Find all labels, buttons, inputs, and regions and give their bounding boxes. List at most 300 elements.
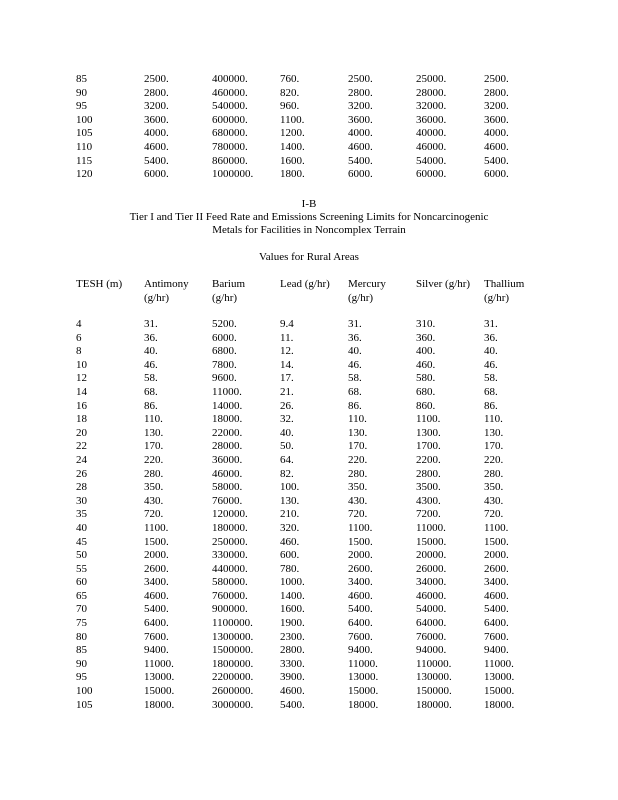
header-line1: Barium bbox=[212, 278, 245, 290]
value-cell: 430. bbox=[144, 494, 164, 507]
value-cell: 54000. bbox=[416, 154, 447, 167]
value-cell: 720. bbox=[144, 508, 164, 521]
value-cell: 28000. bbox=[416, 86, 447, 99]
value-cell: 3300. bbox=[280, 657, 305, 670]
table-row bbox=[76, 155, 544, 169]
value-cell: 330000. bbox=[212, 549, 248, 562]
table-row bbox=[76, 413, 544, 427]
value-cell: 5400. bbox=[144, 154, 169, 167]
continued-limits-table-body bbox=[76, 73, 544, 182]
value-cell: 14. bbox=[280, 358, 294, 371]
value-cell: 1400. bbox=[280, 589, 305, 602]
value-cell: 2600. bbox=[484, 562, 509, 575]
value-cell: 760. bbox=[280, 73, 300, 85]
value-cell: 11000. bbox=[484, 657, 514, 670]
value-cell: 680000. bbox=[212, 127, 248, 140]
header-line1: Mercury bbox=[348, 278, 386, 290]
value-cell: 600. bbox=[280, 549, 300, 562]
value-cell: 1700. bbox=[416, 440, 441, 453]
value-cell: 18000. bbox=[484, 698, 515, 711]
value-cell: 6400. bbox=[348, 617, 373, 630]
value-cell: 1100. bbox=[416, 413, 441, 426]
value-cell: 58000. bbox=[212, 481, 243, 494]
tesh-cell: 95 bbox=[76, 671, 87, 684]
tesh-cell: 90 bbox=[76, 86, 87, 99]
header-line2: (g/hr) bbox=[212, 292, 238, 304]
value-cell: 280. bbox=[484, 467, 504, 480]
value-cell: 5400. bbox=[144, 603, 169, 616]
column-header-barium bbox=[212, 277, 245, 305]
value-cell: 3000000. bbox=[212, 698, 254, 711]
value-cell: 86. bbox=[484, 399, 498, 412]
value-cell: 130. bbox=[144, 426, 164, 439]
value-cell: 15000. bbox=[484, 685, 515, 698]
value-cell: 130. bbox=[348, 426, 368, 439]
table-row bbox=[76, 536, 544, 550]
table-row bbox=[76, 345, 544, 359]
table-row bbox=[76, 318, 544, 332]
value-cell: 32. bbox=[280, 413, 294, 426]
value-cell: 7600. bbox=[484, 630, 509, 643]
tesh-cell: 85 bbox=[76, 644, 87, 657]
table-row bbox=[76, 468, 544, 482]
value-cell: 2800. bbox=[484, 86, 509, 99]
value-cell: 13000. bbox=[144, 671, 175, 684]
value-cell: 1800. bbox=[280, 168, 305, 181]
value-cell: 1100. bbox=[484, 521, 509, 534]
value-cell: 220. bbox=[484, 453, 504, 466]
value-cell: 5400. bbox=[484, 603, 509, 616]
tesh-cell: 100 bbox=[76, 113, 93, 126]
value-cell: 110000. bbox=[416, 657, 452, 670]
value-cell: 1100. bbox=[280, 113, 305, 126]
value-cell: 4000. bbox=[144, 127, 169, 140]
value-cell: 31. bbox=[484, 318, 498, 330]
value-cell: 350. bbox=[484, 481, 504, 494]
value-cell: 40. bbox=[280, 426, 294, 439]
table-row bbox=[76, 127, 544, 141]
value-cell: 1500. bbox=[484, 535, 509, 548]
value-cell: 350. bbox=[144, 481, 164, 494]
value-cell: 3200. bbox=[348, 100, 373, 113]
table-subtitle: Values for Rural Areas bbox=[259, 251, 359, 263]
tesh-cell: 8 bbox=[76, 345, 82, 358]
value-cell: 3500. bbox=[416, 481, 441, 494]
value-cell: 760000. bbox=[212, 589, 248, 602]
tesh-cell: 80 bbox=[76, 630, 87, 643]
tesh-cell: 26 bbox=[76, 467, 87, 480]
table-row bbox=[76, 87, 544, 101]
value-cell: 2000. bbox=[484, 549, 509, 562]
tesh-cell: 55 bbox=[76, 562, 87, 575]
value-cell: 280. bbox=[144, 467, 164, 480]
value-cell: 720. bbox=[484, 508, 504, 521]
table-title-line2: Metals for Facilities in Noncomplex Terrain bbox=[212, 224, 406, 236]
value-cell: 1400. bbox=[280, 140, 305, 153]
tesh-cell: 65 bbox=[76, 589, 87, 602]
value-cell: 40000. bbox=[416, 127, 447, 140]
value-cell: 280. bbox=[348, 467, 368, 480]
value-cell: 11000. bbox=[144, 657, 174, 670]
header-line2: (g/hr) bbox=[348, 292, 374, 304]
table-row bbox=[76, 495, 544, 509]
value-cell: 2200000. bbox=[212, 671, 254, 684]
value-cell: 1000000. bbox=[212, 168, 254, 181]
value-cell: 13000. bbox=[484, 671, 515, 684]
value-cell: 46. bbox=[348, 358, 362, 371]
table-row bbox=[76, 563, 544, 577]
value-cell: 36. bbox=[144, 331, 158, 344]
value-cell: 17. bbox=[280, 372, 294, 385]
table-row bbox=[76, 73, 544, 87]
tesh-cell: 100 bbox=[76, 685, 93, 698]
value-cell: 2800. bbox=[416, 467, 441, 480]
value-cell: 2500. bbox=[484, 73, 509, 85]
tesh-cell: 4 bbox=[76, 318, 82, 330]
value-cell: 220. bbox=[348, 453, 368, 466]
value-cell: 68. bbox=[144, 385, 158, 398]
tesh-cell: 50 bbox=[76, 549, 87, 562]
value-cell: 40. bbox=[484, 345, 498, 358]
value-cell: 58. bbox=[484, 372, 498, 385]
value-cell: 170. bbox=[484, 440, 504, 453]
value-cell: 1800000. bbox=[212, 657, 254, 670]
value-cell: 2300. bbox=[280, 630, 305, 643]
value-cell: 25000. bbox=[416, 73, 447, 85]
value-cell: 100. bbox=[280, 481, 300, 494]
value-cell: 31. bbox=[144, 318, 158, 330]
value-cell: 18000. bbox=[348, 698, 379, 711]
value-cell: 13000. bbox=[348, 671, 379, 684]
table-row bbox=[76, 400, 544, 414]
value-cell: 2800. bbox=[144, 86, 169, 99]
value-cell: 440000. bbox=[212, 562, 248, 575]
value-cell: 460. bbox=[416, 358, 436, 371]
value-cell: 9600. bbox=[212, 372, 237, 385]
value-cell: 900000. bbox=[212, 603, 248, 616]
tesh-cell: 95 bbox=[76, 100, 87, 113]
value-cell: 3200. bbox=[144, 100, 169, 113]
value-cell: 780000. bbox=[212, 140, 248, 153]
value-cell: 11000. bbox=[348, 657, 378, 670]
tesh-cell: 120 bbox=[76, 168, 93, 181]
value-cell: 320. bbox=[280, 521, 300, 534]
tesh-cell: 22 bbox=[76, 440, 87, 453]
table-row bbox=[76, 454, 544, 468]
value-cell: 1500000. bbox=[212, 644, 254, 657]
value-cell: 11000. bbox=[212, 385, 242, 398]
value-cell: 820. bbox=[280, 86, 300, 99]
value-cell: 2600. bbox=[144, 562, 169, 575]
value-cell: 130. bbox=[484, 426, 504, 439]
value-cell: 860. bbox=[416, 399, 436, 412]
value-cell: 3400. bbox=[348, 576, 373, 589]
value-cell: 14000. bbox=[212, 399, 243, 412]
column-header-thallium bbox=[484, 277, 524, 305]
table-row bbox=[76, 427, 544, 441]
value-cell: 46. bbox=[484, 358, 498, 371]
value-cell: 86. bbox=[348, 399, 362, 412]
tesh-cell: 30 bbox=[76, 494, 87, 507]
value-cell: 4600. bbox=[348, 589, 373, 602]
value-cell: 7800. bbox=[212, 358, 237, 371]
value-cell: 7600. bbox=[144, 630, 169, 643]
value-cell: 46000. bbox=[416, 589, 447, 602]
table-row bbox=[76, 576, 544, 590]
value-cell: 5400. bbox=[348, 603, 373, 616]
tesh-cell: 35 bbox=[76, 508, 87, 521]
value-cell: 82. bbox=[280, 467, 294, 480]
table-row bbox=[76, 386, 544, 400]
value-cell: 46000. bbox=[212, 467, 243, 480]
value-cell: 58. bbox=[348, 372, 362, 385]
value-cell: 26000. bbox=[416, 562, 447, 575]
section-id: I-B bbox=[301, 198, 317, 210]
value-cell: 2800. bbox=[348, 86, 373, 99]
value-cell: 6800. bbox=[212, 345, 237, 358]
value-cell: 210. bbox=[280, 508, 300, 521]
value-cell: 130. bbox=[280, 494, 300, 507]
value-cell: 6400. bbox=[144, 617, 169, 630]
value-cell: 4600. bbox=[484, 140, 509, 153]
table-row bbox=[76, 168, 544, 182]
value-cell: 54000. bbox=[416, 603, 447, 616]
value-cell: 68. bbox=[484, 385, 498, 398]
tesh-cell: 14 bbox=[76, 385, 87, 398]
value-cell: 31. bbox=[348, 318, 362, 330]
tesh-cell: 105 bbox=[76, 127, 93, 140]
tesh-cell: 6 bbox=[76, 331, 82, 344]
table-row bbox=[76, 359, 544, 373]
value-cell: 2200. bbox=[416, 453, 441, 466]
value-cell: 3600. bbox=[348, 113, 373, 126]
tesh-cell: 105 bbox=[76, 698, 93, 711]
value-cell: 1500. bbox=[348, 535, 373, 548]
value-cell: 540000. bbox=[212, 100, 248, 113]
value-cell: 32000. bbox=[416, 100, 447, 113]
value-cell: 1000. bbox=[280, 576, 305, 589]
table-row bbox=[76, 617, 544, 631]
value-cell: 400000. bbox=[212, 73, 248, 85]
value-cell: 1300. bbox=[416, 426, 441, 439]
value-cell: 580. bbox=[416, 372, 436, 385]
value-cell: 15000. bbox=[416, 535, 447, 548]
table-row bbox=[76, 100, 544, 114]
table-row bbox=[76, 372, 544, 386]
header-line1: Antimony bbox=[144, 278, 189, 290]
value-cell: 40. bbox=[144, 345, 158, 358]
value-cell: 430. bbox=[484, 494, 504, 507]
value-cell: 5400. bbox=[484, 154, 509, 167]
value-cell: 130000. bbox=[416, 671, 452, 684]
value-cell: 76000. bbox=[416, 630, 447, 643]
value-cell: 11. bbox=[280, 331, 294, 344]
value-cell: 40. bbox=[348, 345, 362, 358]
rural-screening-limits-table bbox=[76, 318, 544, 712]
value-cell: 6000. bbox=[212, 331, 237, 344]
value-cell: 28000. bbox=[212, 440, 243, 453]
tesh-cell: 110 bbox=[76, 140, 93, 153]
value-cell: 430. bbox=[348, 494, 368, 507]
table-row bbox=[76, 603, 544, 617]
value-cell: 15000. bbox=[348, 685, 379, 698]
tesh-cell: 20 bbox=[76, 426, 87, 439]
value-cell: 220. bbox=[144, 453, 164, 466]
table-row bbox=[76, 671, 544, 685]
table-title-line1: Tier I and Tier II Feed Rate and Emissions Screening Limits for Noncarcinogenic bbox=[129, 211, 489, 223]
value-cell: 180000. bbox=[212, 521, 248, 534]
value-cell: 1300000. bbox=[212, 630, 254, 643]
table-row bbox=[76, 590, 544, 604]
tesh-cell: 10 bbox=[76, 358, 87, 371]
value-cell: 36000. bbox=[416, 113, 447, 126]
value-cell: 1900. bbox=[280, 617, 305, 630]
tesh-cell: 45 bbox=[76, 535, 87, 548]
value-cell: 5200. bbox=[212, 318, 237, 330]
value-cell: 960. bbox=[280, 100, 300, 113]
tesh-cell: 12 bbox=[76, 372, 87, 385]
value-cell: 4000. bbox=[348, 127, 373, 140]
table-row bbox=[76, 440, 544, 454]
value-cell: 6000. bbox=[484, 168, 509, 181]
tesh-cell: 90 bbox=[76, 657, 87, 670]
value-cell: 780. bbox=[280, 562, 300, 575]
continued-limits-table bbox=[76, 73, 544, 182]
table-row bbox=[76, 481, 544, 495]
value-cell: 720. bbox=[348, 508, 368, 521]
value-cell: 18000. bbox=[144, 698, 175, 711]
value-cell: 9.4 bbox=[280, 318, 294, 330]
value-cell: 9400. bbox=[348, 644, 373, 657]
value-cell: 6000. bbox=[348, 168, 373, 181]
value-cell: 400. bbox=[416, 345, 436, 358]
value-cell: 1200. bbox=[280, 127, 305, 140]
rural-screening-limits-table-body bbox=[76, 318, 544, 712]
value-cell: 64000. bbox=[416, 617, 447, 630]
value-cell: 680. bbox=[416, 385, 436, 398]
value-cell: 46. bbox=[144, 358, 158, 371]
tesh-cell: 28 bbox=[76, 481, 87, 494]
value-cell: 600000. bbox=[212, 113, 248, 126]
table-row bbox=[76, 114, 544, 128]
value-cell: 170. bbox=[144, 440, 164, 453]
table-row bbox=[76, 631, 544, 645]
value-cell: 3600. bbox=[144, 113, 169, 126]
column-header-silver bbox=[416, 277, 470, 291]
value-cell: 3200. bbox=[484, 100, 509, 113]
header-line2: (g/hr) bbox=[144, 292, 170, 304]
value-cell: 150000. bbox=[416, 685, 452, 698]
value-cell: 350. bbox=[348, 481, 368, 494]
value-cell: 1600. bbox=[280, 603, 305, 616]
header-line2: (g/hr) bbox=[484, 292, 510, 304]
value-cell: 460000. bbox=[212, 86, 248, 99]
value-cell: 9400. bbox=[144, 644, 169, 657]
tesh-cell: 40 bbox=[76, 521, 87, 534]
value-cell: 50. bbox=[280, 440, 294, 453]
value-cell: 36000. bbox=[212, 453, 243, 466]
value-cell: 170. bbox=[348, 440, 368, 453]
value-cell: 860000. bbox=[212, 154, 248, 167]
value-cell: 15000. bbox=[144, 685, 175, 698]
value-cell: 1100. bbox=[348, 521, 373, 534]
value-cell: 68. bbox=[348, 385, 362, 398]
table-row bbox=[76, 644, 544, 658]
value-cell: 36. bbox=[484, 331, 498, 344]
header-line1: Silver (g/hr) bbox=[416, 278, 471, 290]
table-row bbox=[76, 508, 544, 522]
value-cell: 1600. bbox=[280, 154, 305, 167]
tesh-cell: 75 bbox=[76, 617, 87, 630]
value-cell: 2000. bbox=[348, 549, 373, 562]
column-header-tesh bbox=[76, 277, 122, 291]
value-cell: 360. bbox=[416, 331, 436, 344]
header-line1: Thallium bbox=[484, 278, 525, 290]
value-cell: 1100. bbox=[144, 521, 169, 534]
value-cell: 2000. bbox=[144, 549, 169, 562]
value-cell: 4000. bbox=[484, 127, 509, 140]
value-cell: 4600. bbox=[144, 140, 169, 153]
value-cell: 5400. bbox=[348, 154, 373, 167]
value-cell: 4600. bbox=[484, 589, 509, 602]
value-cell: 2600000. bbox=[212, 685, 254, 698]
value-cell: 12. bbox=[280, 345, 294, 358]
value-cell: 460. bbox=[280, 535, 300, 548]
value-cell: 7600. bbox=[348, 630, 373, 643]
value-cell: 120000. bbox=[212, 508, 248, 521]
value-cell: 1500. bbox=[144, 535, 169, 548]
value-cell: 5400. bbox=[280, 698, 305, 711]
value-cell: 86. bbox=[144, 399, 158, 412]
value-cell: 34000. bbox=[416, 576, 447, 589]
value-cell: 2800. bbox=[280, 644, 305, 657]
value-cell: 2500. bbox=[348, 73, 373, 85]
value-cell: 110. bbox=[484, 413, 503, 426]
value-cell: 2600. bbox=[348, 562, 373, 575]
value-cell: 22000. bbox=[212, 426, 243, 439]
value-cell: 3400. bbox=[484, 576, 509, 589]
header-line1: Lead (g/hr) bbox=[280, 278, 330, 290]
value-cell: 4600. bbox=[348, 140, 373, 153]
value-cell: 310. bbox=[416, 318, 436, 330]
table-row bbox=[76, 332, 544, 346]
value-cell: 21. bbox=[280, 385, 294, 398]
value-cell: 4300. bbox=[416, 494, 441, 507]
value-cell: 3400. bbox=[144, 576, 169, 589]
value-cell: 6400. bbox=[484, 617, 509, 630]
tesh-cell: 18 bbox=[76, 413, 87, 426]
value-cell: 180000. bbox=[416, 698, 452, 711]
value-cell: 580000. bbox=[212, 576, 248, 589]
value-cell: 1100000. bbox=[212, 617, 253, 630]
value-cell: 7200. bbox=[416, 508, 441, 521]
value-cell: 26. bbox=[280, 399, 294, 412]
value-cell: 2500. bbox=[144, 73, 169, 85]
value-cell: 18000. bbox=[212, 413, 243, 426]
value-cell: 110. bbox=[144, 413, 163, 426]
tesh-cell: 70 bbox=[76, 603, 87, 616]
value-cell: 58. bbox=[144, 372, 158, 385]
value-cell: 9400. bbox=[484, 644, 509, 657]
value-cell: 36. bbox=[348, 331, 362, 344]
table-row bbox=[76, 549, 544, 563]
value-cell: 4600. bbox=[280, 685, 305, 698]
column-header-lead bbox=[280, 277, 330, 291]
value-cell: 6000. bbox=[144, 168, 169, 181]
value-cell: 60000. bbox=[416, 168, 447, 181]
table-row bbox=[76, 522, 544, 536]
value-cell: 64. bbox=[280, 453, 294, 466]
